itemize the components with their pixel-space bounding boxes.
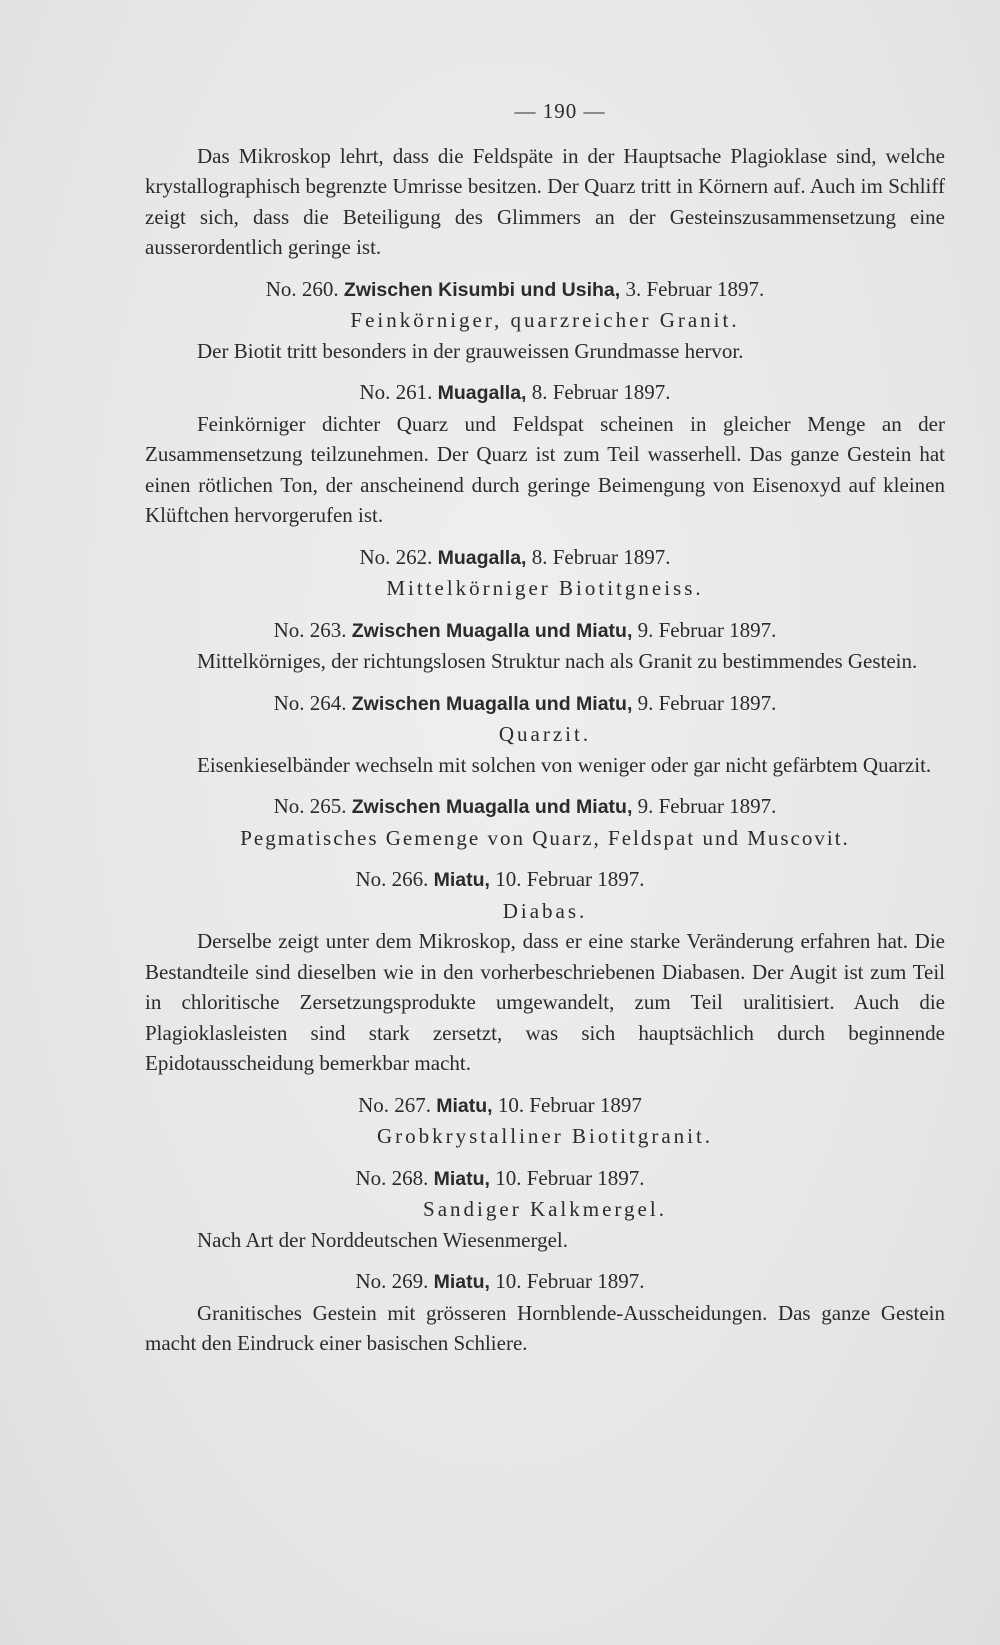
entry-date: 10. Februar 1897.	[495, 867, 645, 891]
entry-number: No. 263.	[273, 617, 347, 642]
entry-heading	[145, 615, 945, 647]
entry-267	[145, 1090, 945, 1152]
entry-heading	[145, 688, 945, 720]
entry-heading	[145, 791, 945, 823]
entry-number: No. 265.	[273, 794, 347, 818]
entry-description: Eisenkieselbänder wechseln mit solchen von weniger oder gar nicht gefärbtem Quarzit.	[197, 752, 932, 777]
entry-date: 9. Februar 1897.	[637, 617, 777, 642]
entry-268	[145, 1163, 945, 1256]
entry-date: 9. Februar 1897.	[637, 794, 777, 818]
intro-paragraph: Das Mikroskop lehrt, dass die Feldspäte in der Hauptsache Plagioklase sind, welche krystallographisch begrenzte Umrisse besitzen. Der Quarz tritt in Körnern auf. Auch im Schliff zeigt sich, dass die Beteiligung des Glimmers an der Gesteinszusammensetzung eine ausserordentlich geringe ist.	[145, 143, 945, 259]
rock-name: Quarzit.	[498, 722, 592, 746]
entry-location: Muagalla,	[437, 546, 527, 569]
entry-location: Zwischen Muagalla und Miatu,	[351, 619, 633, 642]
entry-number: No. 261.	[359, 380, 433, 404]
entry-266	[145, 864, 945, 1079]
entry-number: No. 260.	[265, 276, 339, 301]
entry-heading	[145, 864, 945, 896]
entry-location: Miatu,	[433, 869, 490, 891]
entry-date: 8. Februar 1897.	[531, 380, 671, 404]
entry-description: Feinkörniger dichter Quarz und Feldspat scheinen in gleicher Menge an der Zusammensetzung teilzunehmen. Der Quarz ist zum Teil wasserhell. Das ganze Gestein hat einen rötlichen Ton, der anscheinend durch geringe Beimengung von Eisenoxyd auf kleinen Klüftchen hervorgerufen ist.	[145, 411, 945, 527]
entry-date: 10. Februar 1897	[497, 1092, 642, 1117]
entry-260	[145, 274, 945, 367]
page-number: — 190 —	[514, 99, 606, 123]
entry-263	[145, 615, 945, 677]
entry-description: Derselbe zeigt unter dem Mikroskop, dass er eine starke Veränderung erfahren hat. Die Bestandteile sind dieselben wie in den vorherbeschriebenen Diabasen. Der Augit ist zum Teil in chloritische Zersetzungsprodukte umgewandelt, zum Teil uralitisiert. Auch die Plagioklasleisten sind stark zersetzt, was sich hauptsächlich durch beginnende Epidotausscheidung bemerkbar macht.	[145, 929, 945, 1075]
entry-location: Miatu,	[433, 1167, 490, 1190]
entry-265	[145, 791, 945, 853]
entry-description: Granitisches Gestein mit grösseren Hornblende-Ausscheidungen. Das ganze Gestein macht den Eindruck einer basischen Schliere.	[145, 1300, 945, 1355]
entry-date: 10. Februar 1897.	[495, 1269, 645, 1293]
entry-269	[145, 1266, 945, 1359]
entry-heading	[145, 542, 945, 574]
entry-261	[145, 377, 945, 531]
entry-264	[145, 688, 945, 781]
rock-name: Sandiger Kalkmergel.	[423, 1197, 667, 1221]
entry-heading	[145, 1090, 945, 1122]
page-content	[145, 96, 945, 1359]
entry-location: Zwischen Kisumbi und Usiha,	[343, 278, 621, 301]
entry-262	[145, 542, 945, 604]
entry-description: Nach Art der Norddeutschen Wiesenmergel.	[197, 1227, 569, 1252]
entry-date: 10. Februar 1897.	[495, 1165, 645, 1190]
rock-name: Diabas.	[502, 898, 588, 923]
entry-date: 3. Februar 1897.	[625, 276, 765, 301]
rock-name: Mittelkörniger Biotitgneiss.	[386, 576, 704, 600]
entry-description: Der Biotit tritt besonders in der grauweissen Grundmasse hervor.	[197, 338, 744, 363]
entry-number: No. 269.	[355, 1269, 429, 1293]
entry-heading	[145, 1163, 945, 1195]
rock-name: Pegmatisches Gemenge von Quarz, Feldspat und Muscovit.	[240, 825, 850, 850]
entry-heading	[145, 377, 945, 409]
entry-number: No. 264.	[273, 690, 347, 715]
entry-number: No. 268.	[355, 1165, 429, 1190]
entry-location: Miatu,	[436, 1094, 493, 1117]
entry-location: Miatu,	[433, 1271, 490, 1293]
entry-heading	[145, 1266, 945, 1298]
entry-location: Zwischen Muagalla und Miatu,	[351, 796, 633, 818]
entry-heading	[145, 274, 945, 306]
entry-date: 8. Februar 1897.	[531, 544, 671, 569]
entry-number: No. 267.	[358, 1092, 431, 1117]
entry-description: Mittelkörniges, der richtungslosen Struktur nach als Granit zu bestimmendes Gestein.	[197, 649, 918, 673]
entry-location: Muagalla,	[437, 382, 527, 404]
rock-name: Feinkörniger, quarzreicher Granit.	[350, 308, 740, 332]
entry-number: No. 266.	[355, 867, 429, 891]
entry-date: 9. Februar 1897.	[637, 690, 777, 715]
entry-number: No. 262.	[359, 544, 433, 569]
rock-name: Grobkrystalliner Biotitgranit.	[376, 1124, 714, 1148]
entry-location: Zwischen Muagalla und Miatu,	[351, 692, 633, 715]
